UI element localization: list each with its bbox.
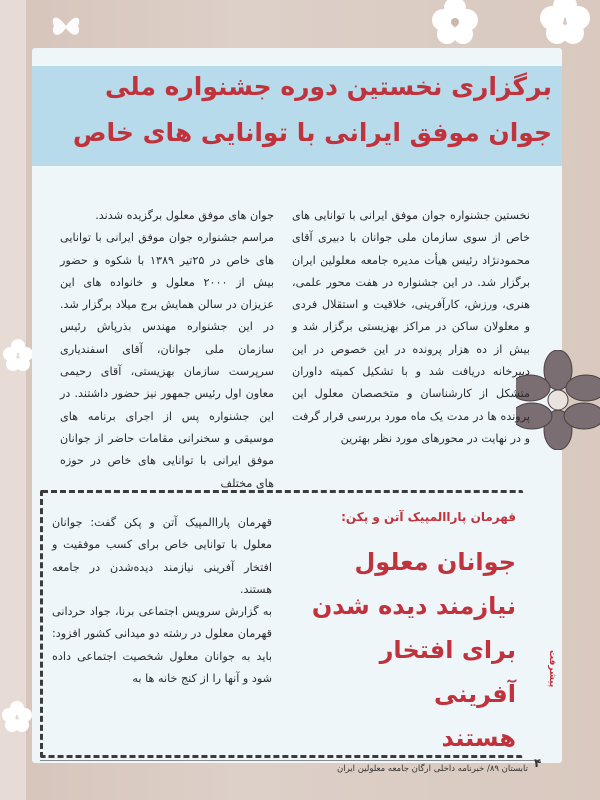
paragraph: جوان های موفق معلول برگزیده شدند. [95,209,274,222]
article-column-left [60,205,274,495]
pull-quote-line: هستند [441,724,516,752]
footer-text: تابستان ۸۹/ خبرنامه داخلی ارگان جامعه معلولین ایران [336,764,528,774]
paragraph: مراسم جشنواره جوان موفق ایرانی با توانایی های خاص در ۲۵تیر ۱۳۸۹ با شکوه و حضور بیش از ۲۰۰۰ معلول و خانواده های این عزیزان در سالن همایش برج میلاد برگزار شد. در این جشنواره مهندس بذرپاش رئیس سازمان ملی جوانان، آقای اسفندیاری سرپرست سازمان بهزیستی، آقای رحیمی معاون اول رئیس جمهور نیز حضور داشتند. در این جشنواره پس از اجرای برنامه های موسیقی و سخنرانی مقامات حاضر از جوانان موفق ایرانی با توانایی های خاص در حوزه های مختلف [60,231,274,490]
butterfly-icon [48,8,84,44]
flower-icon [2,338,34,374]
headline-line-1: برگزاری نخستین دوره جشنواره ملی [104,72,552,101]
headline-line-2: جوان موفق ایرانی با توانایی های خاص [72,118,552,147]
pull-quote-line: برای افتخار آفرینی [379,636,516,708]
left-margin-strip [0,0,26,800]
flower-icon [534,0,596,46]
paragraph: نخستین جشنواره جوان موفق ایرانی با توانایی های خاص از سوی سازمان ملی جوانان با دبیری آقای محمودنژاد رئیس هیأت مدیره جامعه معلولین ایران برگزار شد. در این جشنواره در هفت محور علمی، هنری، ورزش، کارآفرینی، خلاقیت و استقلال فردی و معلولان ساکن در مراکز بهزیستی برگزار شد و بیش از ده هزار پرونده در این خصوص در این دبیرخانه دریافت شد و با تشکیل کمیته داوران متشکل از کارشناسان و متخصصان معلول این پرونده ها در مدت یک ماه مورد بررسی قرار گرفت و در نهایت در محورهای مورد نظر بهترین [292,209,530,445]
side-logo-label: پیشرفت [547,650,557,688]
pull-quote-line: نیازمند دیده شدن [311,592,516,620]
pull-quote [290,540,516,760]
pull-quote-line: جوانان معلول [354,548,516,576]
paragraph: قهرمان پاراالمپیک آتن و پکن گفت: جوانان معلول با توانایی خاص برای کسب موفقیت و افتخار آفرینی نیازمند دیده‌شدن در جامعه هستند. [52,516,272,596]
article-column-right [292,205,530,450]
page-number: ۴ [534,756,542,770]
paragraph: به گزارش سرویس اجتماعی برنا، جواد حردانی قهرمان معلول در رشته دو میدانی کشور افزود: باید به جوانان معلول شخصیت اجتماعی داده شود و آنها را از کنج خانه ها به [52,605,272,686]
quote-subtitle: قهرمان پاراالمپیک آتن و پکن: [341,510,516,524]
flower-icon [2,700,32,734]
footer-divider [40,760,540,761]
flower-icon [425,0,485,48]
article-column-bottom [52,512,272,690]
